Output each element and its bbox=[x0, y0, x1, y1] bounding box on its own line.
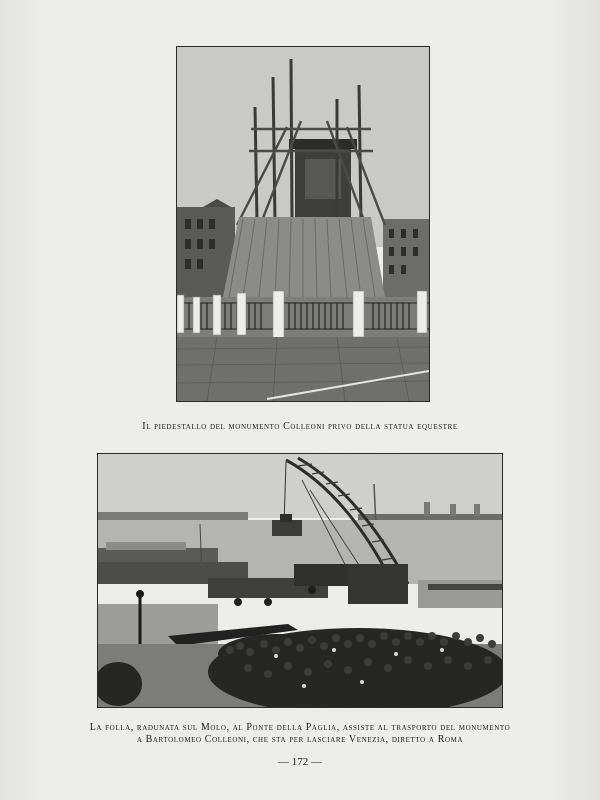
pedestal-caption: Il piedestallo del monumento Colleoni privo della statua equestre bbox=[142, 421, 458, 432]
crowd-caption bbox=[40, 722, 560, 746]
crowd-caption-line-2: a Bartolomeo Colleoni, che sta per lasciare Venezia, diretto a Roma bbox=[136, 734, 464, 745]
page-number: — 172 — bbox=[278, 756, 322, 768]
crowd-caption-line-1: La folla, radunata sul Molo, al Ponte della Paglia, assiste al trasporto del monumento bbox=[89, 722, 511, 733]
crowd-crane-photo bbox=[97, 453, 503, 708]
pedestal-photo bbox=[176, 46, 430, 402]
